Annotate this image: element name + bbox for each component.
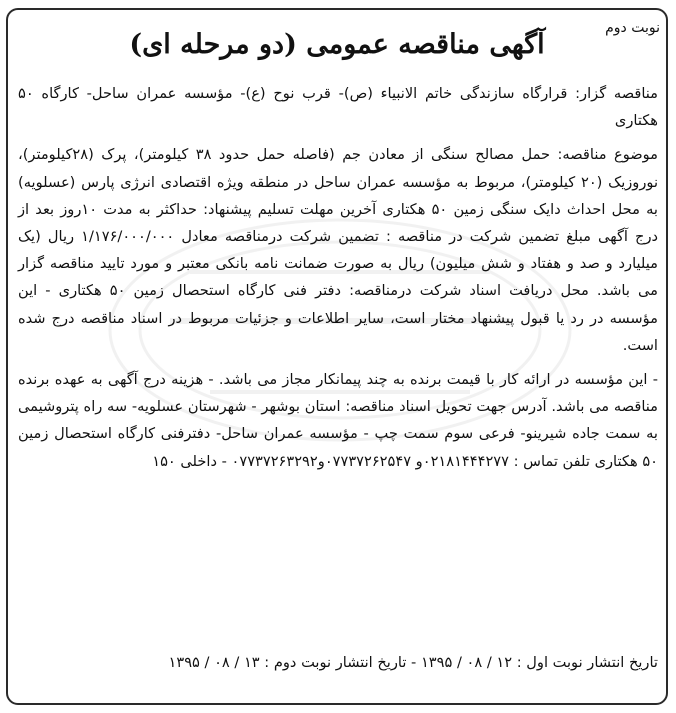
publication-dates: تاریخ انتشار نوبت اول : ۱۲ / ۰۸ / ۱۳۹۵ - تاریخ انتشار نوبت دوم : ۱۳ / ۰۸ / ۱۳۹۵: [168, 654, 658, 671]
notice-body: [18, 80, 658, 475]
tender-subject-paragraph: موضوع مناقصه: حمل مصالح سنگی از معادن جم (فاصله حمل حدود ۳۸ کیلومتر)، پرک (۲۸کیلومتر)، نوروزیک (۲۰ کیلومتر)، مربوط به مؤسسه عمران ساحل در منطقه ویژه اقتصادی انرژی پارس (عسلویه) به محل احداث دایک سنگی زمین ۵۰ هکتاری آخرین مهلت تسلیم پیشنهاد: حداکثر به مدت ۱۰روز بعد از درج آگهی مبلغ تضمین شرکت در مناقصه : تضمین شرکت درمناقصه معادل ۱/۱۷۶/۰۰۰/۰۰۰ ریال (یک میلیارد و صد و هفتاد و شش میلیون) ریال به صورت ضمانت نامه بانکی معتبر و مورد تایید مناقصه گزار می باشد. محل دریافت اسناد شرکت درمناقصه: دفتر فنی کارگاه استحصال زمین ۵۰ هکتاری - این مؤسسه در رد یا قبول پیشنهاد مختار است، سایر اطلاعات و جزئیات مربوط در اسناد مناقصه درج شده است.: [18, 146, 659, 354]
notice-title: آگهی مناقصه عمومی (دو مرحله ای): [128, 24, 546, 66]
edition-label: نوبت دوم: [548, 19, 664, 37]
tender-organizer-paragraph: مناقصه گزار: قرارگاه سازندگی خاتم الانبیاء (ص)- قرب نوح (ع)- مؤسسه عمران ساحل- کارگاه ۵۰ هکتاری: [18, 85, 658, 130]
tender-conditions-paragraph: - این مؤسسه در ارائه کار با قیمت برنده به چند پیمانکار مجاز می باشد. - هزینه درج آگهی به عهده برنده مناقصه می باشد. آدرس جهت تحویل اسناد مناقصه: استان بوشهر - شهرستان عسلویه- سه راه پتروشیمی به سمت جاده شیرینو- فرعی سوم سمت چپ - مؤسسه عمران ساحل- دفترفنی کارگاه استحصال زمین ۵۰ هکتاری تلفن تماس : ۰۲۱۸۱۴۴۴۲۷۷و ۰۷۷۳۷۲۶۲۵۴۷و۰۷۷۳۷۲۶۳۲۹۲ - داخلی ۱۵۰: [18, 371, 658, 470]
